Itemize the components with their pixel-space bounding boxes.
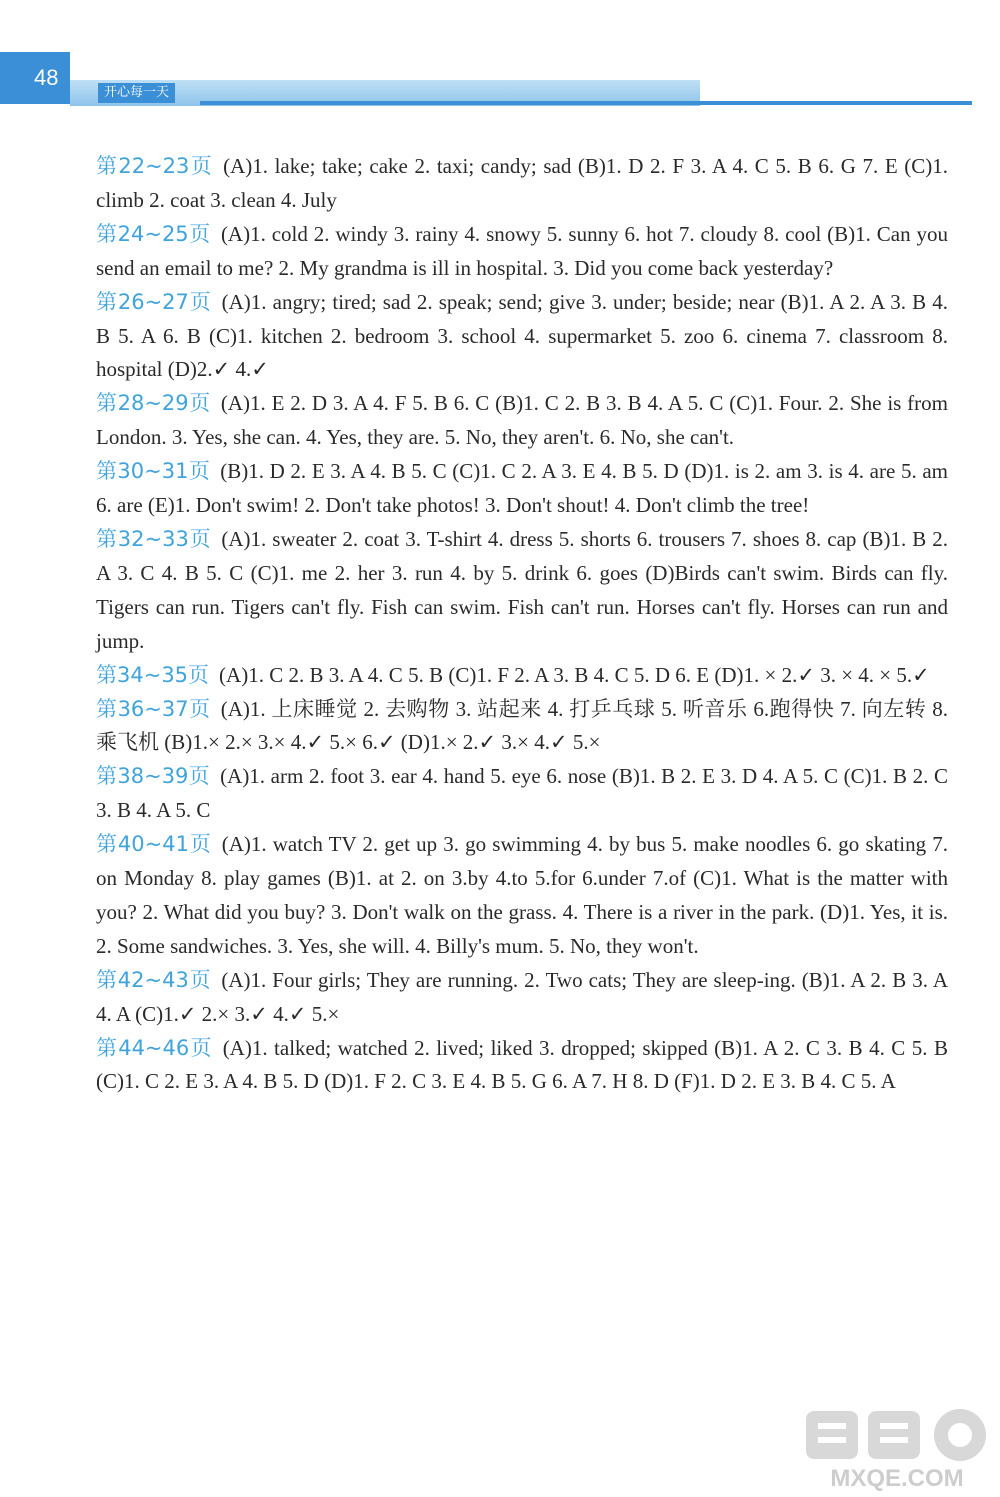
- answer-section: [96, 659, 948, 693]
- answer-text: (A)1. lake; take; cake 2. taxi; candy; sad (B)1. D 2. F 3. A 4. C 5. B 6. G 7. E (C)1. climb 2. coat 3. clean 4. July: [96, 154, 948, 212]
- answer-section: [96, 150, 948, 218]
- answer-text: (A)1. sweater 2. coat 3. T-shirt 4. dress 5. shorts 6. trousers 7. shoes 8. cap (B)1. B 2. A 3. C 4. B 5. C (C)1. me 2. her 3. run 4. by 5. drink 6. goes (D)Birds can't swim. Birds can fly. Tigers can run. Tigers can't fly. Fish can swim. Fish can't run. Horses can't fly. Horses can run and jump.: [96, 526, 948, 653]
- answer-key: [96, 150, 948, 1099]
- watermark-logo-icon: [802, 1403, 992, 1465]
- page-range-label: 第24~25页: [96, 221, 211, 246]
- answer-text: (A)1. watch TV 2. get up 3. go swimming 4. by bus 5. make noodles 6. go skating 7. on Monday 8. play games (B)1. at 2. on 3.by 4.to 5.for 6.under 7.of (C)1. What is the matter with you? 2. What did you buy? 3. Don't walk on the grass. 4. There is a river in the park. (D)1. Yes, it is. 2. Some sandwiches. 3. Yes, she will. 4. Billy's mum. 5. No, they won't.: [96, 832, 948, 958]
- answer-text: (A)1. C 2. B 3. A 4. C 5. B (C)1. F 2. A 3. B 4. C 5. D 6. E (D)1. × 2.✓ 3. × 4. × 5.✓: [219, 662, 930, 687]
- answer-section: [96, 387, 948, 455]
- page-number: 48: [0, 52, 70, 104]
- page-range-label: 第32~33页: [96, 526, 212, 551]
- page-range-label: 第42~43页: [96, 967, 212, 992]
- answer-text: (A)1. angry; tired; sad 2. speak; send; give 3. under; beside; near (B)1. A 2. A 3. B 4. B 5. A 6. B (C)1. kitchen 2. bedroom 3. school 4. supermarket 5. zoo 6. cinema 7. classroom 8. hospital (D)2.✓ 4.✓: [96, 289, 948, 382]
- answer-text: (A)1. talked; watched 2. lived; liked 3. dropped; skipped (B)1. A 2. C 3. B 4. C 5. B (C)1. C 2. E 3. A 4. B 5. D (D)1. F 2. C 3. E 4. B 5. G 6. A 7. H 8. D (F)1. D 2. E 3. B 4. C 5. A: [96, 1035, 948, 1094]
- answer-section: [96, 693, 948, 761]
- page-range-label: 第36~37页: [96, 696, 211, 721]
- page-range-label: 第34~35页: [96, 662, 210, 687]
- page-range-label: 第26~27页: [96, 289, 212, 314]
- answer-section: [96, 1032, 948, 1100]
- answer-text: (B)1. D 2. E 3. A 4. B 5. C (C)1. C 2. A 3. E 4. B 5. D (D)1. is 2. am 3. is 4. are 5. am 6. are (E)1. Don't swim! 2. Don't take photos! 3. Don't shout! 4. Don't climb the tree!: [96, 459, 948, 518]
- answer-section: [96, 760, 948, 828]
- page-range-label: 第22~23页: [96, 154, 214, 178]
- series-label: 开心每一天: [98, 83, 175, 103]
- page-range-label: 第28~29页: [96, 391, 211, 416]
- page-range-label: 第30~31页: [96, 459, 211, 484]
- answer-section: [96, 218, 948, 286]
- header-rule: [200, 101, 972, 105]
- page-range-label: 第44~46页: [96, 1035, 213, 1060]
- page-range-label: 第40~41页: [96, 832, 212, 857]
- answer-text: (A)1. Four girls; They are running. 2. Two cats; They are sleep-ing. (B)1. A 2. B 3. A 4. A (C)1.✓ 2.× 3.✓ 4.✓ 5.×: [96, 967, 948, 1026]
- answer-section: [96, 455, 948, 523]
- page-header: [0, 0, 1000, 120]
- page-range-label: 第38~39页: [96, 764, 211, 789]
- answer-section: [96, 828, 948, 964]
- answer-section: [96, 964, 948, 1032]
- watermark-url: MXQE.COM: [830, 1465, 964, 1492]
- answer-text: (A)1. arm 2. foot 3. ear 4. hand 5. eye 6. nose (B)1. B 2. E 3. D 4. A 5. C (C)1. B 2. C 3. B 4. A 5. C: [96, 764, 948, 823]
- watermark: [802, 1403, 992, 1493]
- answer-section: [96, 286, 948, 388]
- answer-section: [96, 523, 948, 659]
- answer-text: (A)1. E 2. D 3. A 4. F 5. B 6. C (B)1. C 2. B 3. B 4. A 5. C (C)1. Four. 2. She is from London. 3. Yes, she can. 4. Yes, they are. 5. No, they aren't. 6. No, she can't.: [96, 391, 948, 450]
- answer-text: (A)1. 上床睡觉 2. 去购物 3. 站起来 4. 打乒乓球 5. 听音乐 6.跑得快 7. 向左转 8. 乘飞机 (B)1.× 2.× 3.× 4.✓ 5.× 6.✓ (D)1.× 2.✓ 3.× 4.✓ 5.×: [96, 696, 948, 755]
- answer-text: (A)1. cold 2. windy 3. rainy 4. snowy 5. sunny 6. hot 7. cloudy 8. cool (B)1. Can you send an email to me? 2. My grandma is ill in hospital. 3. Did you come back yesterday?: [96, 221, 948, 280]
